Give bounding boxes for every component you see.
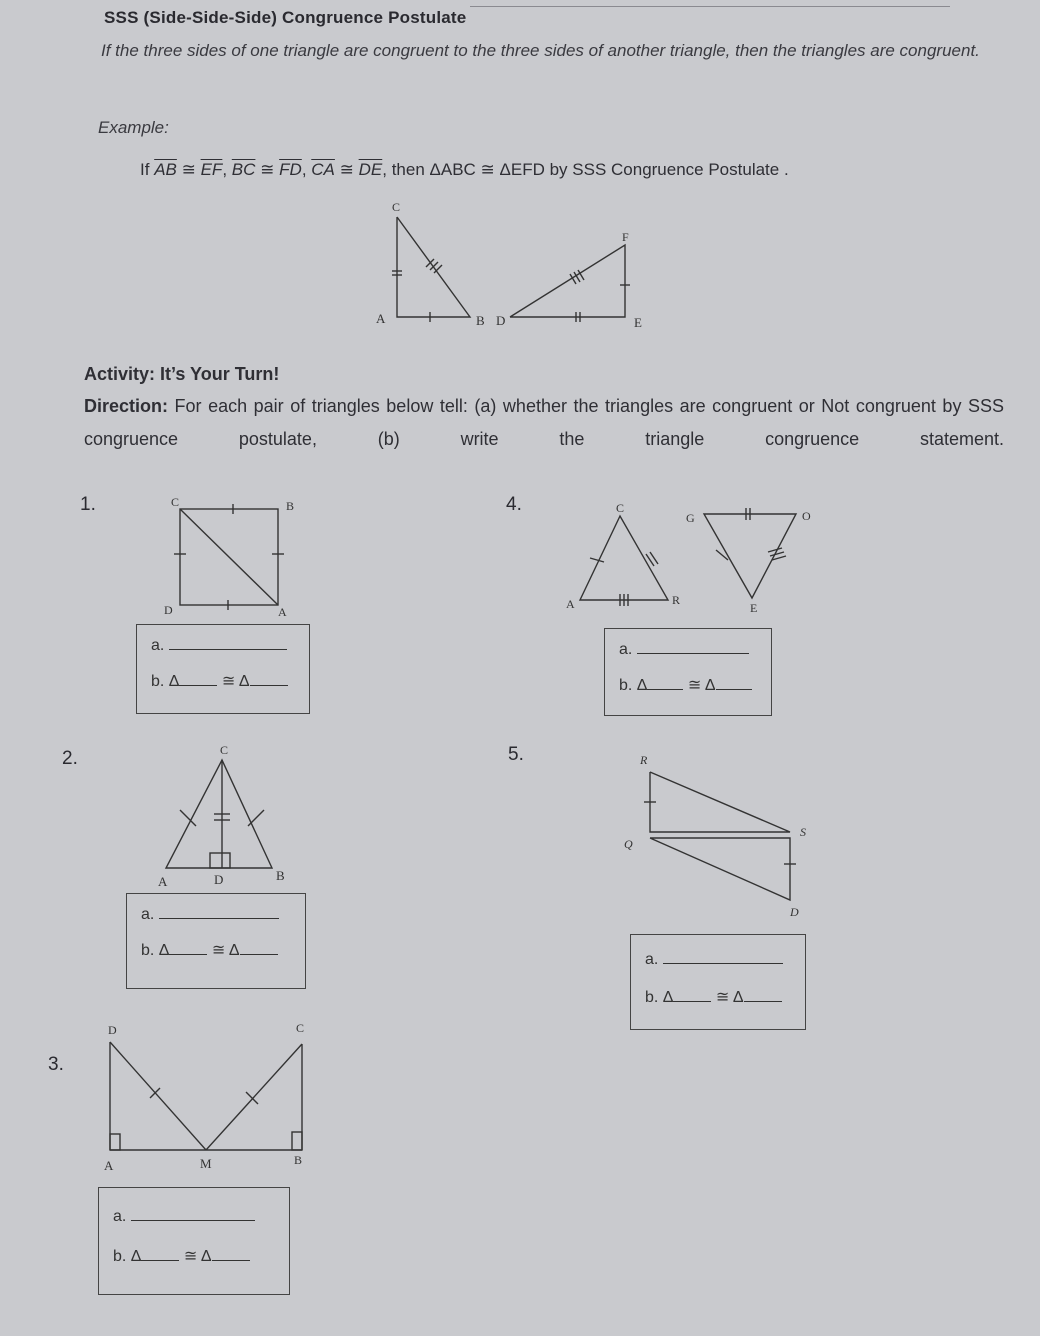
top-rule — [470, 6, 950, 7]
triangle-1-blank[interactable] — [673, 987, 711, 1002]
label-c: C — [616, 501, 625, 515]
label-c: C — [171, 495, 180, 509]
problem-4-number: 4. — [506, 494, 522, 515]
problem-4-answer-box: a. b. Δ ≅ Δ — [604, 628, 772, 716]
label-g: G — [686, 511, 695, 525]
problem-2-figure — [150, 740, 300, 890]
label-b: B — [294, 1153, 303, 1167]
label-b: B — [276, 868, 285, 883]
label-a: A — [566, 597, 575, 611]
problem-3-figure — [96, 1016, 316, 1176]
label-c: C — [296, 1021, 305, 1035]
problem-2-answer-box: a. b. Δ ≅ Δ — [126, 893, 306, 989]
label-d: D — [790, 905, 799, 919]
answer-a-blank[interactable] — [637, 639, 749, 654]
problem-5-number: 5. — [508, 744, 524, 765]
direction-text: Direction: For each pair of triangles below tell: (a) whether the triangles are congruent or Not congruent by SSS congruence postulate, (b) write the triangle congruence statement. — [84, 396, 1004, 449]
triangle-2-blank[interactable] — [250, 671, 288, 686]
problem-1-figure — [158, 494, 308, 624]
page-title: SSS (Side-Side-Side) Congruence Postulate — [104, 8, 467, 27]
label-r: R — [640, 753, 648, 767]
postulate-definition: If the three sides of one triangle are congruent to the three sides of another triangle, then the triangles are congruent. — [101, 41, 980, 60]
problem-4-figure — [560, 500, 820, 620]
triangle-2-blank[interactable] — [212, 1246, 250, 1261]
label-d: D — [108, 1023, 117, 1037]
label-s: S — [800, 825, 806, 839]
problem-2-number: 2. — [62, 748, 78, 769]
answer-a-blank[interactable] — [159, 904, 279, 919]
problem-3-number: 3. — [48, 1054, 64, 1075]
label-a: A — [158, 874, 168, 889]
label-o: O — [802, 509, 811, 523]
answer-a-blank[interactable] — [169, 635, 287, 650]
problem-3-answer-box: a. b. Δ ≅ Δ — [98, 1187, 290, 1295]
problem-1-number: 1. — [80, 494, 96, 515]
problem-5-figure — [616, 750, 816, 920]
triangle-1-blank[interactable] — [141, 1246, 179, 1261]
label-d: D — [214, 872, 224, 887]
label-d: D — [164, 603, 173, 617]
label-f: F — [622, 230, 629, 244]
answer-a-blank[interactable] — [663, 949, 783, 964]
label-e: E — [634, 315, 642, 330]
triangle-1-blank[interactable] — [169, 940, 207, 955]
triangle-2-blank[interactable] — [240, 940, 278, 955]
label-d: D — [496, 313, 506, 328]
label-a: A — [104, 1158, 114, 1173]
problem-1-answer-box: a. b. Δ ≅ Δ — [136, 624, 310, 714]
label-a: A — [376, 311, 386, 326]
answer-a-blank[interactable] — [131, 1206, 255, 1221]
label-a: A — [278, 605, 287, 619]
label-b: B — [476, 313, 485, 328]
label-e: E — [750, 601, 758, 615]
triangle-1-blank[interactable] — [179, 671, 217, 686]
label-c: C — [220, 743, 229, 757]
example-triangles-figure — [370, 195, 660, 335]
triangle-2-blank[interactable] — [744, 987, 782, 1002]
triangle-1-blank[interactable] — [647, 675, 683, 690]
label-q: Q — [624, 837, 633, 851]
triangle-2-blank[interactable] — [716, 675, 752, 690]
example-label: Example: — [98, 118, 169, 137]
label-m: M — [200, 1156, 212, 1171]
label-c: C — [392, 200, 401, 214]
activity-heading: Activity: It’s Your Turn! — [84, 364, 280, 384]
example-statement: If $\overline{AB}$ ≅ $\overline{EF}$, $\overline{BC}$ ≅ $\overline{FD}$, $\overline{CA}$ ≅ $\overline{DE}$, then ΔABC ≅ ΔEFD by SSS Congruence Postulate . — [140, 160, 789, 179]
label-r: R — [672, 593, 681, 607]
problem-5-answer-box: a. b. Δ ≅ Δ — [630, 934, 806, 1030]
label-b: B — [286, 499, 295, 513]
